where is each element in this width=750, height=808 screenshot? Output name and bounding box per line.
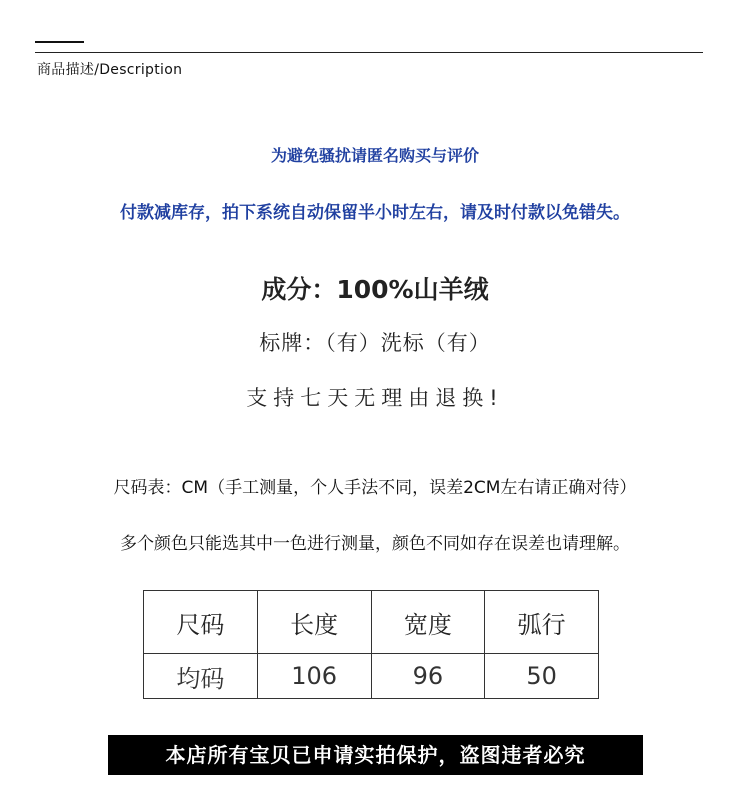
return-policy: 支持七天无理由退换! [246,386,504,410]
size-table-header-row [144,591,599,654]
size-table-cell: 96 [371,654,485,699]
material-composition: 成分：100%山羊绒 [261,275,489,304]
tag-info: 标牌：（有）洗标（有） [259,331,491,355]
header-divider [35,52,703,53]
section-title: 商品描述/Description [37,62,183,78]
color-note: 多个颜色只能选其中一色进行测量，颜色不同如存在误差也请理解。 [120,534,630,554]
payment-notice: 付款减库存，拍下系统自动保留半小时左右，请及时付款以免错失。 [120,203,630,223]
size-table-cell: 均码 [144,654,258,699]
size-table-header-cell: 弧行 [485,591,599,654]
size-table-cell: 106 [257,654,371,699]
measurement-note: 尺码表：CM（手工测量，个人手法不同，误差2CM左右请正确对待） [113,478,637,498]
size-table-header-cell: 尺码 [144,591,258,654]
size-table-header-cell: 长度 [257,591,371,654]
header-accent-line [35,41,84,43]
size-table-cell: 50 [485,654,599,699]
copyright-banner: 本店所有宝贝已申请实拍保护，盗图违者必究 [108,735,643,775]
size-table-header-cell: 宽度 [371,591,485,654]
table-row [144,654,599,699]
size-table [143,590,599,699]
privacy-notice: 为避免骚扰请匿名购买与评价 [270,146,479,165]
